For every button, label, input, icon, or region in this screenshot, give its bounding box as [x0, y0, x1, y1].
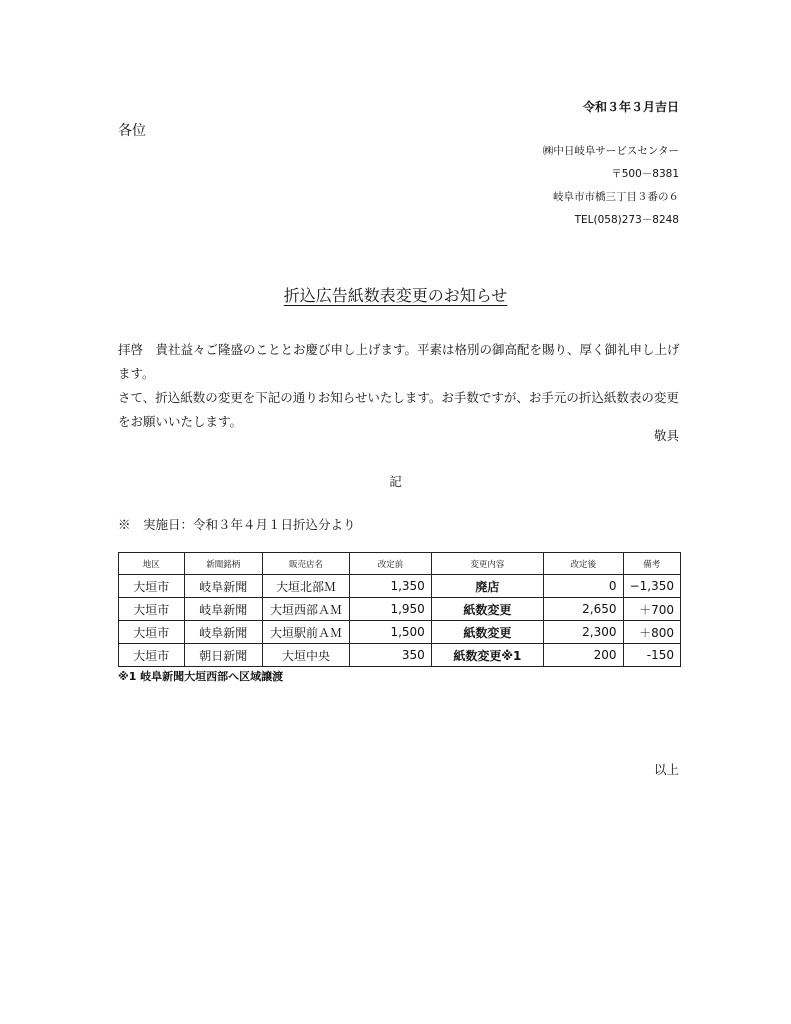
header-newspaper: 新聞銘柄 — [184, 553, 262, 575]
header-district: 地区 — [119, 553, 185, 575]
cell-before: 1,350 — [350, 575, 432, 598]
cell-change: 紙数変更※1 — [431, 644, 543, 667]
sender-address: 岐阜市市橋三丁目３番の６ — [553, 191, 679, 203]
header-store: 販売店名 — [262, 553, 349, 575]
header-change: 変更内容 — [431, 553, 543, 575]
change-table — [118, 552, 681, 667]
header-before: 改定前 — [350, 553, 432, 575]
table-row — [119, 621, 681, 644]
table-row — [119, 598, 681, 621]
cell-before: 1,950 — [350, 598, 432, 621]
effective-date: ※ 実施日：令和３年４月１日折込分より — [118, 517, 356, 532]
table-header-row — [119, 553, 681, 575]
cell-change: 紙数変更 — [431, 621, 543, 644]
cell-remarks: −1,350 — [623, 575, 680, 598]
ki-heading: 記 — [389, 474, 402, 489]
cell-store: 大垣駅前ＡＭ — [262, 621, 349, 644]
recipient: 各位 — [118, 123, 146, 139]
cell-store: 大垣北部Ｍ — [262, 575, 349, 598]
cell-change: 紙数変更 — [431, 598, 543, 621]
page-title-text: 折込広告紙数表変更のお知らせ — [283, 286, 508, 305]
cell-remarks: ＋800 — [623, 621, 680, 644]
page-title — [0, 283, 791, 306]
sender-tel: TEL(058)273－8248 — [574, 214, 679, 226]
cell-store: 大垣西部ＡＭ — [262, 598, 349, 621]
closing-keigu: 敬具 — [653, 428, 679, 443]
cell-after: 0 — [543, 575, 623, 598]
sender-company: ㈱中日岐阜サービスセンター — [542, 145, 679, 157]
cell-district: 大垣市 — [119, 575, 185, 598]
cell-before: 350 — [350, 644, 432, 667]
body-paragraph-greeting: 拝啓 貴社益々ご隆盛のこととお慶び申し上げます。平素は格別の御高配を賜り、厚く御礼申し上げます。 — [118, 342, 680, 381]
cell-store: 大垣中央 — [262, 644, 349, 667]
body-text — [118, 338, 684, 434]
cell-newspaper: 岐阜新聞 — [184, 598, 262, 621]
table-row — [119, 644, 681, 667]
cell-after: 2,650 — [543, 598, 623, 621]
ending-ijo: 以上 — [653, 762, 679, 777]
header-remarks: 備考 — [623, 553, 680, 575]
sender-postal-code: 〒500－8381 — [611, 168, 679, 180]
table-row — [119, 575, 681, 598]
cell-district: 大垣市 — [119, 621, 185, 644]
cell-change: 廃店 — [431, 575, 543, 598]
cell-newspaper: 岐阜新聞 — [184, 575, 262, 598]
body-paragraph-request: さて、折込紙数の変更を下記の通りお知らせいたします。お手数ですが、お手元の折込紙数表の変更をお願いいたします。 — [118, 390, 679, 429]
cell-before: 1,500 — [350, 621, 432, 644]
cell-newspaper: 岐阜新聞 — [184, 621, 262, 644]
document-date: 令和３年３月吉日 — [582, 100, 679, 114]
header-after: 改定後 — [543, 553, 623, 575]
cell-after: 2,300 — [543, 621, 623, 644]
cell-remarks: -150 — [623, 644, 680, 667]
cell-district: 大垣市 — [119, 598, 185, 621]
cell-after: 200 — [543, 644, 623, 667]
cell-district: 大垣市 — [119, 644, 185, 667]
cell-newspaper: 朝日新聞 — [184, 644, 262, 667]
cell-remarks: ＋700 — [623, 598, 680, 621]
footnote: ※1 岐阜新聞大垣西部へ区域譲渡 — [118, 670, 284, 683]
